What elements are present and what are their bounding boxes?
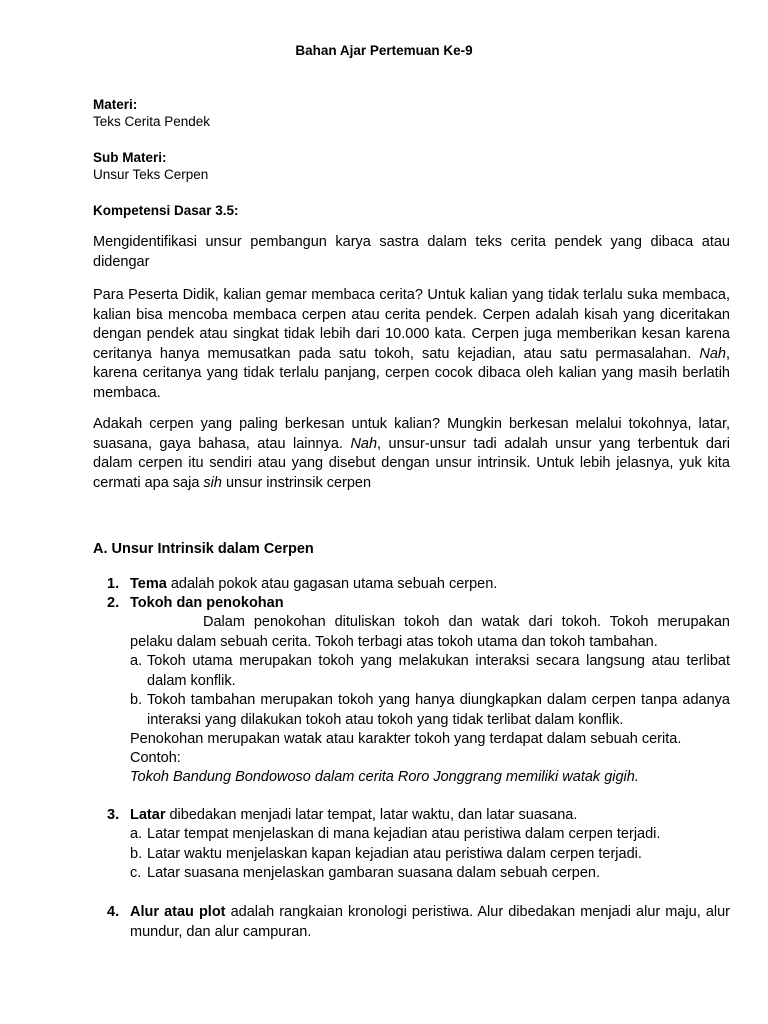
intro1-italic: Nah	[699, 345, 726, 362]
intro-paragraph-1	[93, 286, 730, 403]
kompetensi-label	[93, 202, 730, 219]
list-text	[130, 903, 730, 942]
sub-marker: a.	[130, 653, 143, 669]
list-number: 4.	[107, 904, 120, 920]
sub-text: Latar tempat menjelaskan di mana kejadian atau peristiwa dalam cerpen terjadi.	[147, 826, 661, 842]
sub-text: Tokoh tambahan merupakan tokoh yang hanya diungkapkan dalam cerpen tanpa adanya interaksi yang dilakukan tokoh atau tokoh yang tidak terlibat dalam konflik.	[147, 692, 730, 728]
sub-text: Latar suasana menjelaskan gambaran suasana dalam sebuah cerpen.	[147, 865, 601, 881]
contoh-label: Contoh:	[130, 750, 181, 766]
sub-marker: b.	[130, 692, 143, 708]
materi-block	[93, 96, 730, 130]
term-alur: Alur atau plot	[130, 904, 226, 920]
materi-label: Materi:	[93, 97, 138, 112]
kompetensi-label-text: Kompetensi Dasar 3.5:	[93, 203, 239, 218]
term-tema: Tema	[130, 576, 167, 592]
tema-text: adalah pokok atau gagasan utama sebuah cerpen.	[166, 576, 498, 592]
sub-text: Latar waktu menjelaskan kapan kejadian atau peristiwa dalam cerpen terjadi.	[147, 846, 642, 862]
alur-text: adalah rangkaian kronologi peristiwa. Alur dibedakan menjadi alur maju, alur mundur, dan alur campuran.	[130, 904, 730, 940]
term-tokoh: Tokoh dan penokohan	[130, 595, 284, 611]
list-number: 1.	[107, 576, 120, 592]
sub-materi-label: Sub Materi:	[93, 150, 167, 165]
list-number: 3.	[107, 807, 120, 823]
penokohan-text: Penokohan merupakan watak atau karakter tokoh yang terdapat dalam sebuah cerita.	[130, 731, 682, 747]
intro2-italic-1: Nah	[350, 435, 378, 452]
intro2-text: Adakah cerpen yang paling berkesan untuk kalian? Mungkin berkesan melalui tokohnya, latar, suasana, gaya bahasa, atau lainnya.	[93, 416, 730, 452]
sub-marker: c.	[130, 865, 142, 881]
sub-marker: b.	[130, 846, 143, 862]
sub-text: Tokoh utama merupakan tokoh yang melakukan interaksi secara langsung atau terlibat dalam konflik.	[147, 653, 730, 689]
page-title: Bahan Ajar Pertemuan Ke-9	[295, 43, 473, 58]
materi-value: Teks Cerita Pendek	[93, 114, 211, 129]
tokoh-description: Dalam penokohan dituliskan tokoh dan watak dari tokoh. Tokoh merupakan pelaku dalam sebuah cerita. Tokoh terbagi atas tokoh utama dan tokoh tambahan.	[130, 614, 730, 650]
list-text	[130, 575, 730, 595]
intro2-text-end: unsur instrinsik cerpen	[221, 474, 372, 491]
list-number: 2.	[107, 595, 120, 611]
sub-marker: a.	[130, 826, 143, 842]
section-heading: A. Unsur Intrinsik dalam Cerpen	[93, 541, 314, 557]
intro1-text: Para Peserta Didik, kalian gemar membaca cerita? Untuk kalian yang tidak terlalu suka membaca, kalian bisa mencoba membaca cerpen atau cerita pendek. Cerpen adalah kisah yang diceritakan dengan pendek atau singkat tidak lebih dari 10.000 kata. Cerpen juga memberikan kesan karena ceritanya hanya memusatkan pada satu tokoh, satu kejadian, atau satu permasalahan.	[93, 287, 730, 362]
term-latar: Latar	[130, 807, 166, 823]
intro-paragraph-2	[93, 415, 730, 493]
intro2-italic-2: sih	[203, 474, 222, 491]
latar-text: dibedakan menjadi latar tempat, latar waktu, dan latar suasana.	[165, 807, 578, 823]
intro1-text-end: , karena ceritanya yang tidak terlalu panjang, cerpen cocok dibaca oleh kalian yang masih berlatih membaca.	[93, 345, 730, 401]
intro2-text-middle: , unsur-unsur tadi adalah unsur yang terbentuk dari dalam cerpen itu sendiri atau yang disebut dengan unsur intrinsik. Untuk lebih jelasnya, yuk kita cermati apa saja	[93, 435, 730, 491]
sub-materi-block	[93, 149, 730, 183]
list-text	[130, 806, 730, 826]
kompetensi-value: Mengidentifikasi unsur pembangun karya sastra dalam teks cerita pendek yang dibaca atau didengar	[93, 234, 730, 270]
sub-materi-value: Unsur Teks Cerpen	[93, 167, 209, 182]
contoh-text: Tokoh Bandung Bondowoso dalam cerita Roro Jonggrang memiliki watak gigih.	[130, 769, 639, 785]
